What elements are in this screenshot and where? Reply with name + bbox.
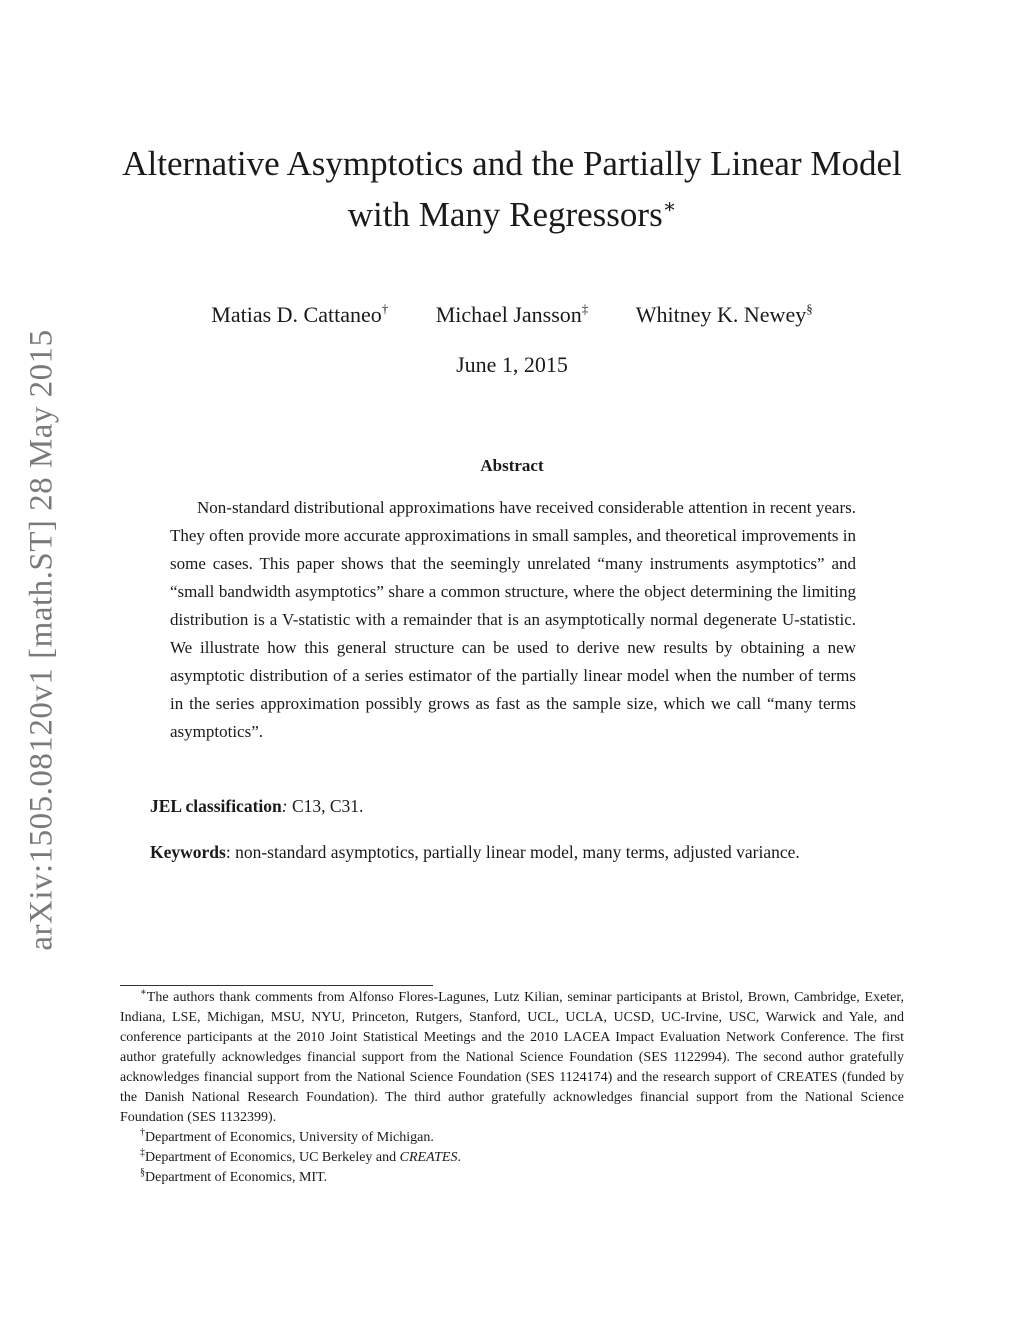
- title-line-1: Alternative Asymptotics and the Partially Linear Model: [122, 144, 902, 183]
- abstract-heading: Abstract: [480, 456, 544, 475]
- arxiv-identifier-stamp: arXiv:1505.08120v1 [math.ST] 28 May 2015: [23, 329, 60, 951]
- author-newey: Whitney K. Newey§: [635, 301, 813, 327]
- author-footnote-mark: ‡: [581, 301, 589, 316]
- footnote-divider: [120, 985, 433, 986]
- footnotes: [120, 988, 904, 1188]
- footnote-affiliation-jansson: ‡Department of Economics, UC Berkeley and CREATES.: [140, 1147, 461, 1165]
- author-cattaneo: Matias D. Cattaneo†: [211, 301, 389, 327]
- footnote-affiliation-cattaneo: †Department of Economics, University of Michigan.: [140, 1127, 434, 1145]
- abstract-text: Non-standard distributional approximations have received considerable attention in recent years. They often provide more accurate approximations in small samples, and theoretical improvements in some cases. This paper shows that the seemingly unrelated “many instruments asymptotics” and “small bandwidth asymptotics” share a common structure, where the object determining the limiting distribution is a V-statistic with a remainder that is an asymptotically normal degenerate U-statistic. We illustrate how this general structure can be used to derive new results by obtaining a new asymptotic distribution of a series estimator of the partially linear model when the number of terms in the series approximation possibly grows as fast as the sample size, which we call “many terms asymptotics”.: [170, 498, 856, 741]
- paper-title: [100, 138, 924, 240]
- footnote-acknowledgements: ∗The authors thank comments from Alfonso Flores-Lagunes, Lutz Kilian, seminar participants at Bristol, Brown, Cambridge, Exeter, Indiana, LSE, Michigan, MSU, NYU, Princeton, Rutgers, Stanford, UCL, UCLA, UCSD, UC-Irvine, USC, Warwick and Yale, and conference participants at the 2010 Joint Statistical Meetings and the 2010 LACEA Impact Evaluation Network Conference. The first author gratefully acknowledges financial support from the National Science Foundation (SES 1122994). The second author gratefully acknowledges financial support from the National Science Foundation (SES 1124174) and the research support of CREATES (funded by the Danish National Research Foundation). The third author gratefully acknowledges financial support from the National Science Foundation (SES 1132399).: [120, 987, 904, 1125]
- jel-codes: C13, C31.: [287, 796, 364, 816]
- keywords-list: : non-standard asymptotics, partially linear model, many terms, adjusted variance.: [225, 842, 800, 862]
- jel-colon: :: [281, 796, 288, 816]
- jel-classification: [150, 796, 363, 817]
- title-line-2: with Many Regressors: [347, 195, 663, 234]
- author-footnote-mark: †: [381, 301, 389, 316]
- title-footnote-mark: ∗: [662, 196, 677, 218]
- author-footnote-mark: §: [806, 301, 813, 316]
- paper-date: June 1, 2015: [456, 352, 568, 377]
- keywords-label: Keywords: [150, 842, 226, 862]
- footnote-affiliation-newey: §Department of Economics, MIT.: [140, 1167, 328, 1185]
- author-jansson: Michael Jansson‡: [435, 301, 589, 327]
- author-list: [100, 302, 924, 328]
- jel-label: JEL classification: [150, 796, 282, 816]
- keywords: [120, 838, 904, 867]
